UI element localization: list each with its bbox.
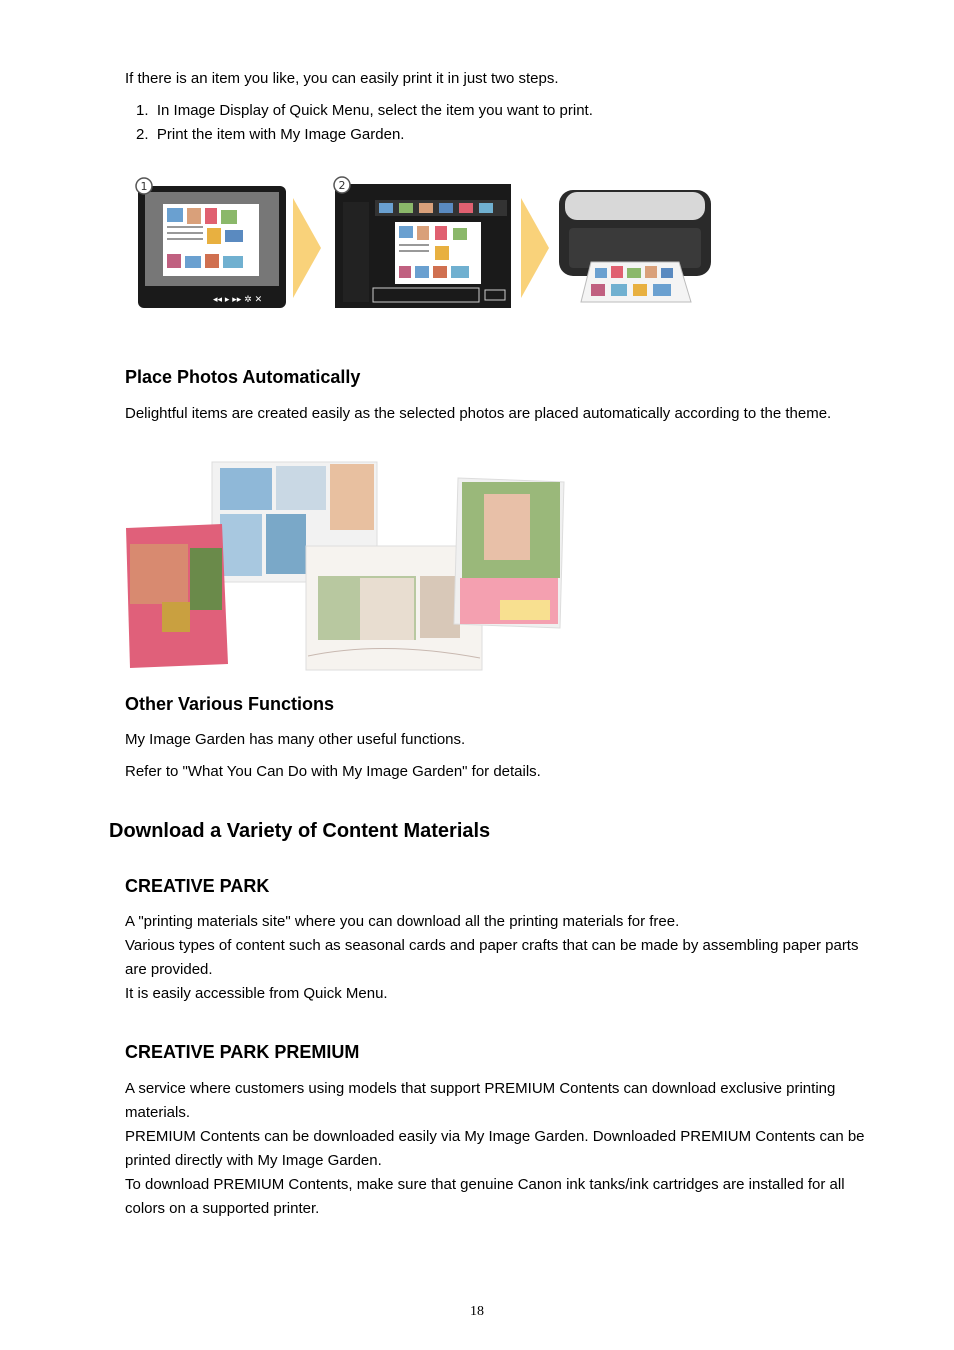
my-image-garden-screen-image bbox=[335, 184, 511, 308]
step-number: 1. bbox=[136, 102, 149, 119]
creative-park-line: A "printing materials site" where you can download all the printing materials for free. bbox=[125, 913, 680, 930]
creative-park-body bbox=[125, 910, 865, 1006]
creative-park-line: Various types of content such as seasonal cards and paper crafts that can be made by assembling paper parts are provided. bbox=[125, 937, 859, 978]
premium-line: A service where customers using models that support PREMIUM Contents can download exclusive printing materials. bbox=[125, 1080, 836, 1121]
other-functions-line-1: My Image Garden has many other useful functions. bbox=[125, 731, 466, 748]
step-item bbox=[136, 99, 593, 123]
step-badge-2-label: 2 bbox=[338, 179, 346, 192]
place-photos-body: Delightful items are created easily as the selected photos are placed automatically according to the theme. bbox=[125, 405, 832, 422]
creative-park-premium-heading: CREATIVE PARK PREMIUM bbox=[125, 1042, 360, 1062]
step-text: In Image Display of Quick Menu, select the item you want to print. bbox=[156, 102, 593, 119]
step-badge-1-label: 1 bbox=[140, 180, 148, 193]
arrow-right-icon bbox=[521, 198, 549, 298]
arrow-right-icon bbox=[293, 198, 321, 298]
steps-list bbox=[136, 99, 593, 147]
svg-text:◂◂ ▸ ▸▸ ✲ ✕: ◂◂ ▸ ▸▸ ✲ ✕ bbox=[213, 295, 263, 305]
download-section-heading: Download a Variety of Content Materials bbox=[109, 820, 491, 842]
other-functions-line-2: Refer to "What You Can Do with My Image Garden" for details. bbox=[125, 763, 541, 780]
creative-park-heading: CREATIVE PARK bbox=[125, 876, 270, 896]
creative-park-premium-body bbox=[125, 1077, 865, 1221]
page-number: 18 bbox=[470, 1304, 484, 1319]
birthday-card-image bbox=[454, 478, 564, 628]
step-item bbox=[136, 123, 593, 147]
printer-image bbox=[559, 190, 711, 302]
place-photos-heading: Place Photos Automatically bbox=[125, 367, 361, 387]
premium-line: PREMIUM Contents can be downloaded easily via My Image Garden. Downloaded PREMIUM Contents can be printed directly with My Image Garden. bbox=[125, 1128, 865, 1169]
auto-layout-collage-image bbox=[124, 460, 569, 675]
step-number: 2. bbox=[136, 126, 149, 143]
intro-text: If there is an item you like, you can easily print it in just two steps. bbox=[125, 70, 559, 87]
other-functions-heading: Other Various Functions bbox=[125, 694, 335, 714]
step-text: Print the item with My Image Garden. bbox=[156, 126, 405, 143]
premium-line: To download PREMIUM Contents, make sure that genuine Canon ink tanks/ink cartridges are installed for all colors on a supported printer. bbox=[125, 1176, 845, 1217]
quick-menu-screen-image bbox=[138, 186, 286, 308]
print-steps-illustration bbox=[125, 170, 725, 320]
pink-card-image bbox=[126, 524, 228, 668]
creative-park-line: It is easily accessible from Quick Menu. bbox=[125, 985, 388, 1002]
